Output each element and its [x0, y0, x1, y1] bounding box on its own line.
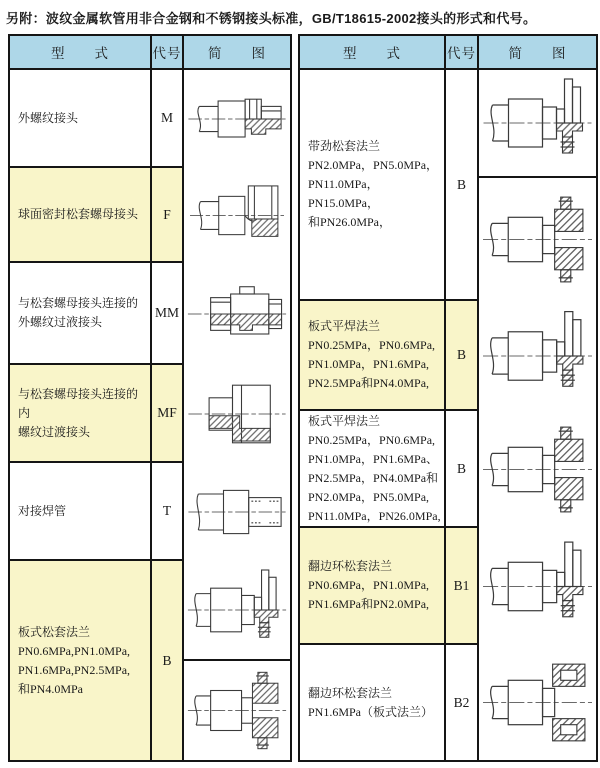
type-line: 外螺纹过液接头	[18, 315, 103, 329]
diagram-cell	[184, 463, 290, 561]
table-row	[10, 70, 290, 168]
type-line: 板式平焊法兰	[308, 319, 381, 333]
type-line: 与松套螺母接头连接的	[18, 296, 139, 310]
table-row	[10, 263, 290, 365]
type-line: PN1.0MPa，PN1.6MPa、	[308, 451, 439, 466]
type-cell	[300, 70, 446, 301]
table-row	[300, 645, 596, 760]
table-row	[10, 463, 290, 561]
loose-plate-flange-section-diagram	[187, 665, 287, 756]
type-line: 和PN26.0MPa，	[308, 215, 392, 229]
code-header: 代号	[446, 36, 479, 70]
female-thread-transition-fitting-diagram	[187, 369, 287, 459]
type-cell	[10, 70, 152, 168]
type-line: 外螺纹接头	[18, 110, 79, 125]
type-cell	[300, 528, 446, 645]
male-thread-transition-fitting-diagram	[187, 267, 287, 361]
code-cell: B1	[446, 528, 479, 645]
flat-weld-plate-flange-section-diagram	[482, 415, 593, 524]
male-thread-fitting-diagram	[187, 74, 287, 164]
code-cell: B	[152, 561, 184, 760]
loose-plate-flange-upper-diagram	[187, 564, 287, 656]
type-header: 型 式	[300, 36, 446, 70]
page-title: 另附：波纹金属软管用非合金钢和不锈钢接头标准，GB/T18615-2002接头的形式和代号。	[6, 11, 537, 26]
code-header: 代号	[152, 36, 184, 70]
type-line: 翻边环松套法兰	[308, 559, 393, 573]
type-cell	[10, 561, 152, 760]
type-line: PN11.0MPa，PN26.0MPa,	[308, 508, 441, 523]
diagram-cell	[184, 365, 290, 463]
type-cell	[300, 301, 446, 411]
code-cell: B	[446, 301, 479, 411]
table-row	[10, 168, 290, 263]
code-cell: B2	[446, 645, 479, 760]
header-row	[300, 36, 596, 70]
type-line: 板式松套法兰	[18, 624, 91, 639]
type-line: 板式平焊法兰	[308, 413, 381, 428]
diagram-header: 简 图	[479, 36, 596, 70]
type-line: PN2.5MPa，PN4.0MPa和	[308, 470, 439, 485]
diagram-frame	[184, 561, 290, 661]
type-cell	[10, 168, 152, 263]
type-line: 翻边环松套法兰	[308, 685, 393, 700]
type-line: PN2.0MPa，PN5.0MPa，	[308, 158, 439, 172]
diagram-cell	[184, 70, 290, 168]
type-line: PN0.6MPa，PN1.0MPa,	[308, 578, 430, 592]
flanged-ring-plate-flange-diagram	[482, 649, 593, 756]
loose-neck-flange-upper-diagram	[482, 73, 593, 173]
type-line: PN2.5MPa和PN4.0MPa,	[308, 376, 430, 390]
diagram-cell	[479, 528, 596, 645]
loose-neck-flange-section-diagram	[482, 182, 593, 297]
fitting-table-right	[298, 34, 598, 762]
diagram-cell	[184, 263, 290, 365]
diagram-cell	[479, 70, 596, 301]
diagram-frame	[184, 661, 290, 760]
diagram-frame	[184, 365, 290, 463]
code-cell: B	[446, 411, 479, 528]
flat-weld-plate-flange-diagram	[482, 305, 593, 407]
type-cell	[10, 463, 152, 561]
butt-weld-pipe-diagram	[187, 467, 287, 557]
table-row	[300, 411, 596, 528]
type-cell	[300, 411, 446, 528]
diagram-frame	[184, 463, 290, 561]
type-cell	[300, 645, 446, 760]
table-row	[10, 561, 290, 760]
fitting-table-left	[8, 34, 292, 762]
code-cell: MM	[152, 263, 184, 365]
diagram-cell	[184, 168, 290, 263]
type-line: PN11.0MPa，PN15.0MPa，	[308, 177, 380, 210]
flanged-ring-loose-flange-diagram	[482, 532, 593, 641]
type-line: PN1.6MPa,PN2.5MPa,	[18, 662, 131, 677]
type-line: PN0.6MPa,PN1.0MPa,	[18, 643, 131, 658]
diagram-frame	[479, 528, 596, 645]
code-cell: M	[152, 70, 184, 168]
diagram-cell	[184, 561, 290, 760]
type-cell	[10, 365, 152, 463]
type-line: 螺纹过渡接头	[18, 424, 91, 439]
sphere-seal-loose-nut-fitting-diagram	[187, 172, 287, 259]
type-line: PN2.0MPa，PN5.0MPa,	[308, 489, 430, 504]
diagram-frame	[184, 70, 290, 168]
type-cell	[10, 263, 152, 365]
type-line: PN1.6MPa（板式法兰）	[308, 704, 434, 719]
code-cell: B	[446, 70, 479, 301]
diagram-cell	[479, 301, 596, 411]
diagram-frame	[479, 301, 596, 411]
fitting-tables-container	[8, 34, 600, 762]
table-row	[300, 301, 596, 411]
type-line: 带劲松套法兰	[308, 139, 381, 153]
type-line: 和PN4.0MPa	[18, 681, 84, 696]
diagram-frame	[184, 168, 290, 263]
type-line: 对接焊管	[18, 503, 67, 518]
diagram-frame	[479, 70, 596, 178]
type-line: PN1.6MPa和PN2.0MPa,	[308, 597, 430, 611]
diagram-frame	[479, 645, 596, 760]
type-line: 球面密封松套螺母接头	[18, 207, 139, 221]
type-line: PN0.25MPa，PN0.6MPa,	[308, 338, 436, 352]
code-cell: MF	[152, 365, 184, 463]
table-row	[300, 70, 596, 301]
type-line: PN0.25MPa，PN0.6MPa,	[308, 432, 436, 447]
code-cell: F	[152, 168, 184, 263]
type-header: 型 式	[10, 36, 152, 70]
table-row	[300, 528, 596, 645]
diagram-header: 简 图	[184, 36, 290, 70]
header-row	[10, 36, 290, 70]
table-row	[10, 365, 290, 463]
diagram-frame	[479, 178, 596, 301]
diagram-frame	[184, 263, 290, 365]
type-line: 与松套螺母接头连接的内	[18, 386, 139, 420]
diagram-cell	[479, 645, 596, 760]
code-cell: T	[152, 463, 184, 561]
diagram-frame	[479, 411, 596, 528]
type-line: PN1.0MPa，PN1.6MPa,	[308, 357, 430, 371]
diagram-cell	[479, 411, 596, 528]
